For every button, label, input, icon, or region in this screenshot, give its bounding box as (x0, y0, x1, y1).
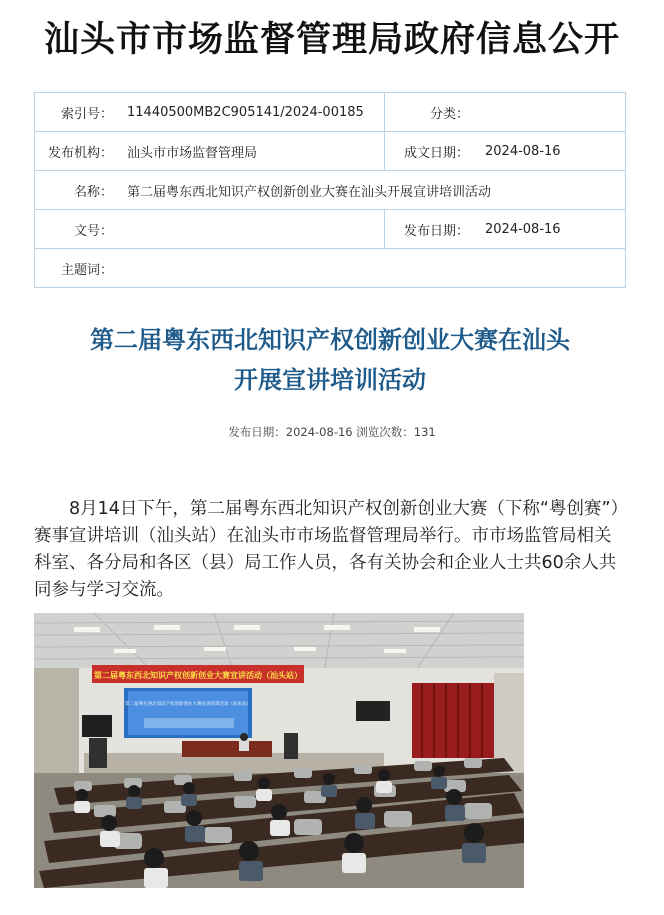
photo-banner-text: 第二届粤东西北知识产权创新创业大赛宣讲活动（汕头站） (94, 671, 302, 680)
article-publish-meta (0, 424, 664, 440)
meta-row-issuer (35, 132, 626, 171)
issuer-label: 发布机构： (35, 132, 120, 171)
site-title: 汕头市市场监督管理局政府信息公开 (43, 20, 620, 60)
publish-date-label: 发布日期： (228, 425, 286, 439)
category-label: 分类： (385, 93, 486, 132)
subject-label: 主题词： (35, 249, 120, 288)
article-title-line1: 第二届粤东西北知识产权创新创业大赛在汕头 (90, 326, 570, 354)
doc-no-value (119, 210, 385, 249)
written-date-value: 2024-08-16 (485, 132, 626, 171)
index-value: 11440500MB2C905141/2024-00185 (119, 93, 385, 132)
info-metadata-table (34, 92, 626, 288)
article-paragraph: 8月14日下午，第二届粤东西北知识产权创新创业大赛（下称“粤创赛”）赛事宣讲培训（汕头站）在汕头市市场监督管理局举行。市市场监管局相关科室、各分局和各区（县）局工作人员，各有关协会和企业人士共60余人共同参与学习交流。 (34, 499, 620, 600)
doc-no-label: 文号： (35, 210, 120, 249)
issuer-value: 汕头市市场监督管理局 (119, 132, 385, 171)
publish-date: 2024-08-16 (285, 425, 353, 439)
publish-date-label: 发布日期： (385, 210, 486, 249)
article-title-line2: 开展宣讲培训活动 (234, 366, 426, 394)
name-value: 第二届粤东西北知识产权创新创业大赛在汕头开展宣讲培训活动 (119, 171, 626, 210)
event-photo (34, 613, 524, 888)
article-title (34, 320, 626, 400)
views-label: 浏览次数： (356, 425, 414, 439)
views-count: 131 (413, 425, 436, 439)
photo-screen-text: 第二届粤东西北知识产权创新创业大赛宣讲培训活动（汕头站） (125, 702, 251, 707)
category-value (485, 93, 626, 132)
name-label: 名称： (35, 171, 120, 210)
publish-date-value: 2024-08-16 (485, 210, 626, 249)
meta-row-subject (35, 249, 626, 288)
index-label: 索引号： (35, 93, 120, 132)
written-date-label: 成文日期： (385, 132, 486, 171)
meta-row-index (35, 93, 626, 132)
meta-row-name (35, 171, 626, 210)
subject-value (119, 249, 626, 288)
meta-row-docno (35, 210, 626, 249)
